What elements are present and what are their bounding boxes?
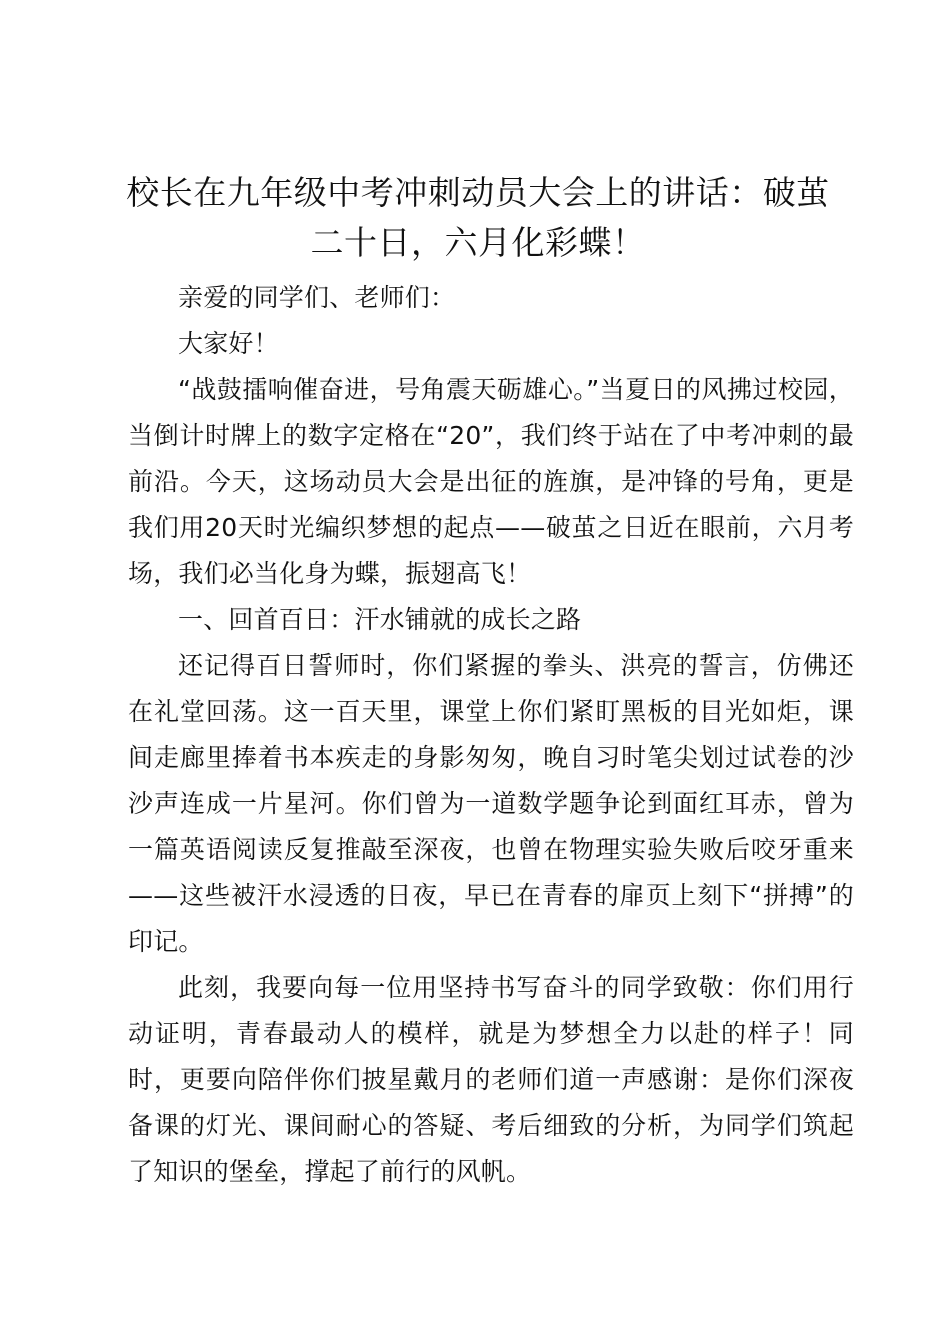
intro-paragraph: “战鼓擂响催奋进，号角震天砺雄心。”当夏日的风拂过校园，当倒计时牌上的数字定格在“20”，我们终于站在了中考冲刺的最前沿。今天，这场动员大会是出征的旌旗，是冲锋的号角，更是我们用20天时光编织梦想的起点——破茧之日近在眼前，六月考场，我们必当化身为蝶，振翅高飞！ (128, 375, 854, 588)
greeting-paragraph: 大家好！ (178, 329, 279, 358)
salutation-paragraph: 亲爱的同学们、老师们： (178, 283, 456, 312)
body-paragraph: 此刻，我要向每一位用坚持书写奋斗的同学致敬：你们用行动证明，青春最动人的模样，就是为梦想全力以赴的样子！同时，更要向陪伴你们披星戴月的老师们道一声感谢：是你们深夜备课的灯光、课间耐心的答疑、考后细致的分析，为同学们筑起了知识的堡垒，撑起了前行的风帆。 (128, 973, 854, 1186)
document-body (128, 275, 854, 1195)
body-paragraph: 还记得百日誓师时，你们紧握的拳头、洪亮的誓言，仿佛还在礼堂回荡。这一百天里，课堂上你们紧盯黑板的目光如炬，课间走廊里捧着书本疾走的身影匆匆，晚自习时笔尖划过试卷的沙沙声连成一片星河。你们曾为一道数学题争论到面红耳赤，曾为一篇英语阅读反复推敲至深夜，也曾在物理实验失败后咬牙重来——这些被汗水浸透的日夜，早已在青春的扉页上刻下“拼搏”的印记。 (128, 651, 854, 956)
document-title: 校长在九年级中考冲刺动员大会上的讲话：破茧二十日，六月化彩蝶！ (126, 173, 830, 262)
section-heading: 一、回首百日：汗水铺就的成长之路 (178, 605, 582, 634)
